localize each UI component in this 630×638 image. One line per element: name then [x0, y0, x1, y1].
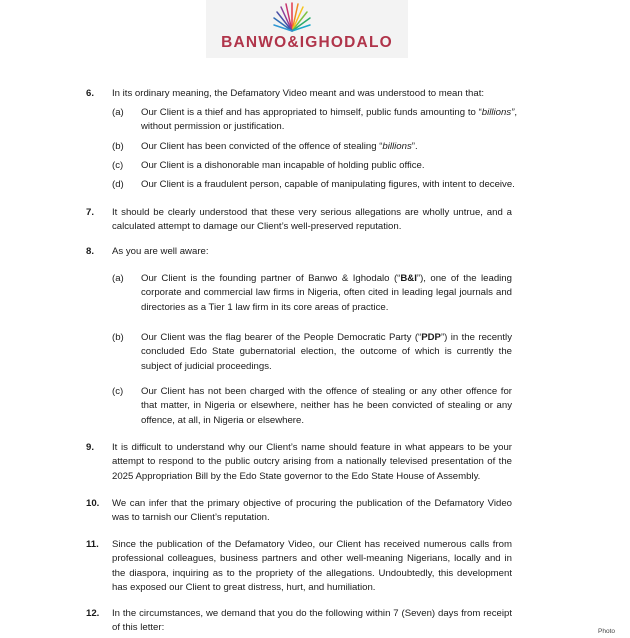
para-6d-label: (d)	[112, 179, 124, 190]
para-8b-text: Our Client was the flag bearer of the People Democratic Party (“PDP”) in the recently concluded Edo State gubernatorial election, the outcome of which is currently the subject of judicial proceedings.	[141, 332, 512, 372]
para-8c-label: (c)	[112, 386, 124, 397]
para-6c-text: Our Client is a dishonorable man incapable of holding public office.	[141, 160, 425, 171]
photo-credit: Photo	[598, 628, 615, 635]
para-6a-label: (a)	[112, 107, 124, 118]
para-6a-text: Our Client is a thief and has appropriated to himself, public funds amounting to “billions”, without permission or justification.	[141, 107, 517, 133]
para-8a-text: Our Client is the founding partner of Banwo & Ighodalo (“B&I”), one of the leading corporate and commercial law firms in Nigeria, often cited in leading legal journals and directories as a Tier 1 law firm in its core areas of practice.	[141, 273, 512, 313]
para-8a-label: (a)	[112, 273, 124, 284]
para-7-text: It should be clearly understood that these very serious allegations are wholly untrue, and a calculated attempt to damage our Client’s well-preserved reputation.	[112, 207, 512, 233]
para-6-text: In its ordinary meaning, the Defamatory Video meant and was understood to mean that:	[112, 88, 485, 99]
para-8c-text: Our Client has not been charged with the offence of stealing or any other offence for that matter, in Nigeria or elsewhere, neither has he been convicted of stealing or any offence, at all, in Nigeria or elsewhere.	[141, 386, 512, 426]
para-6d-text: Our Client is a fraudulent person, capable of manipulating figures, with intent to deceive.	[141, 179, 515, 190]
para-6b-label: (b)	[112, 141, 124, 152]
para-9-text: It is difficult to understand why our Client’s name should feature in what appears to be your attempt to respond to the public outcry arising from a nationally televised presentation of the 2025 Appropriation Bill by the Edo State governor to the Edo State House of Assembly.	[112, 442, 512, 482]
para-9-number: 9.	[86, 442, 95, 453]
para-7-number: 7.	[86, 207, 95, 218]
para-12-text: In the circumstances, we demand that you do the following within 7 (Seven) days from receipt of this letter:	[112, 608, 512, 634]
para-12-number: 12.	[86, 608, 100, 619]
para-8-number: 8.	[86, 246, 95, 257]
para-10-text: We can infer that the primary objective of procuring the publication of the Defamatory Video was to tarnish our Client’s reputation.	[112, 498, 512, 524]
para-6-number: 6.	[86, 88, 95, 99]
para-8-text: As you are well aware:	[112, 246, 209, 257]
para-8b-label: (b)	[112, 332, 124, 343]
firm-name: BANWO&IGHODALO	[221, 34, 393, 51]
para-10-number: 10.	[86, 498, 100, 509]
para-11-text: Since the publication of the Defamatory Video, our Client has received numerous calls from professional colleagues, business partners and other well-meaning Nigerians, locally and in the diaspora, inquiring as to the propriety of the allegations. Undoubtedly, this development has exposed our Client to great distress, hurt, and humiliation.	[112, 539, 512, 594]
para-6c-label: (c)	[112, 160, 124, 171]
para-11-number: 11.	[86, 539, 99, 550]
firm-logo-icon	[272, 1, 312, 33]
para-6b-text: Our Client has been convicted of the offence of stealing “billions”.	[141, 141, 418, 152]
